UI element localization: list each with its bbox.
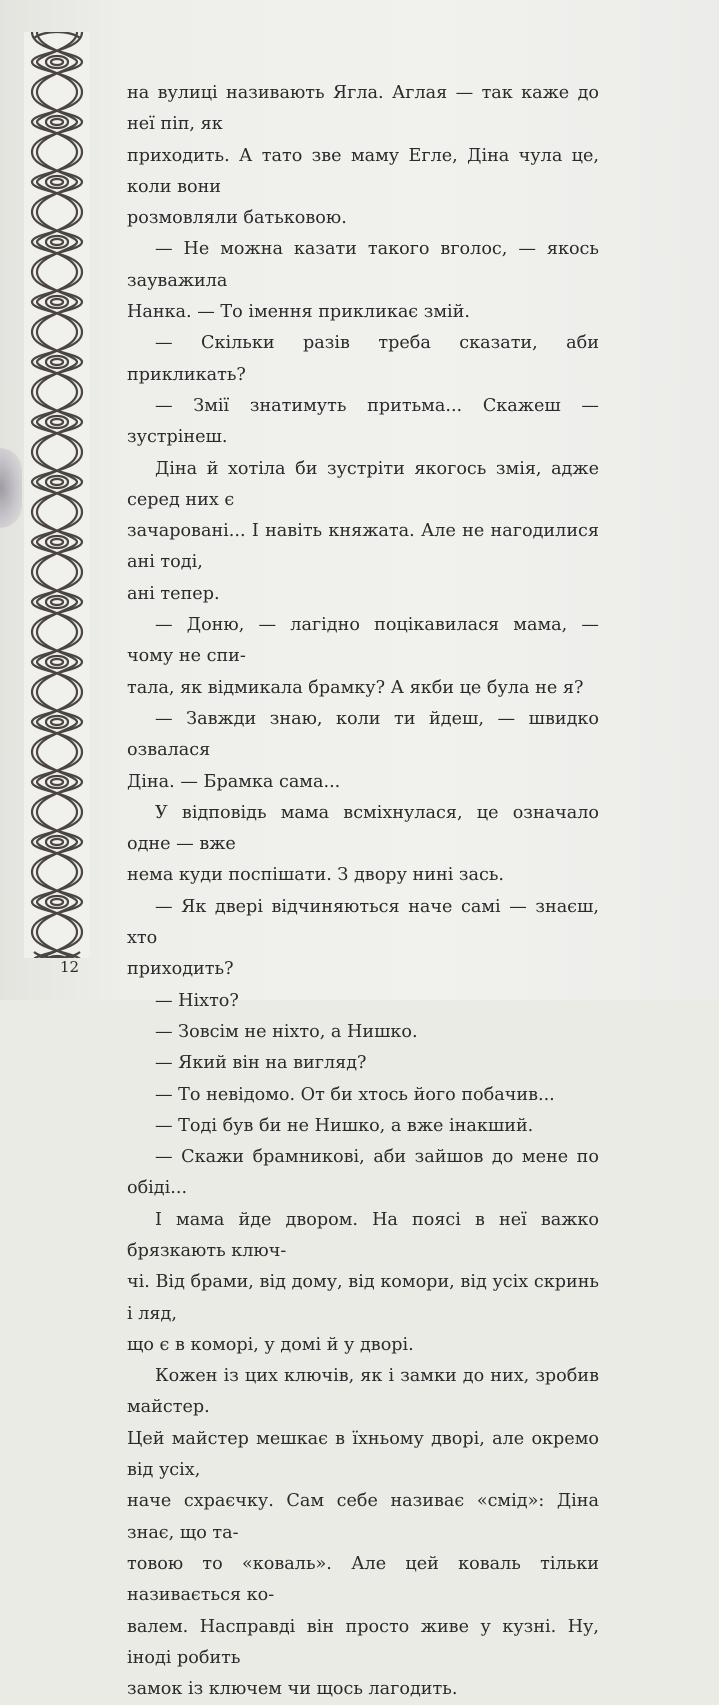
body-text (127, 78, 599, 1705)
text-line: тала, як відмикала брамку? А якби це була не я? (127, 677, 584, 698)
text-line: валем. Насправді він просто живе у кузні. Ну, іноді робить (127, 1616, 599, 1668)
text-line: — Ніхто? (155, 990, 239, 1011)
text-line: Діна. — Брамка сама... (127, 771, 341, 792)
text-line: Цей майстер мешкає в їхньому дворі, але окремо від усіх, (127, 1428, 599, 1481)
text-line: — Не можна казати такого вголос, — якось зауважила (127, 239, 599, 291)
text-line: ані тепер. (127, 583, 220, 604)
celtic-knot-border-icon (24, 32, 90, 958)
text-line: У відповідь мама всміхнулася, це означало одне — вже (127, 802, 599, 855)
text-line: розмовляли батьковою. (127, 208, 347, 229)
text-line: — Скажи брамникові, аби зайшов до мене по обіді... (127, 1147, 599, 1199)
text-line: Нанка. — То імення прикликає змій. (127, 302, 470, 323)
page-edge-shadow (0, 448, 22, 528)
text-line: — Який він на вигляд? (155, 1053, 367, 1074)
text-line: — Як двері відчиняються наче самі — знаєш, хто (127, 896, 599, 949)
text-line: — Зовсім не ніхто, а Нишко. (155, 1021, 418, 1042)
text-line: — Тоді був би не Нишко, а вже інакший. (155, 1115, 534, 1136)
text-line: замок із ключем чи щось лагодить. (127, 1679, 458, 1700)
text-line: — Доню, — лагідно поцікавилася мама, — чому не спи- (127, 615, 599, 667)
text-line: наче схраєчку. Сам себе називає «смід»: Діна знає, що та- (127, 1491, 599, 1543)
text-line: чі. Від брами, від дому, від комори, від усіх скринь і ляд, (127, 1272, 599, 1324)
text-line: І мама йде двором. На поясі в неї важко брязкають ключ- (127, 1209, 599, 1261)
text-line: — То невідомо. От би хтось його побачив... (155, 1084, 555, 1105)
page-number: 12 (60, 958, 80, 976)
text-line: — Завжди знаю, коли ти йдеш, — швидко озвалася (127, 708, 599, 761)
text-line: що є в коморі, у домі й у дворі. (127, 1334, 414, 1355)
text-line: на вулиці називають Ягла. Аглая — так каже до неї піп, як (127, 83, 599, 135)
text-line: Кожен із цих ключів, як і замки до них, зробив майстер. (127, 1366, 599, 1418)
text-line: зачаровані... І навіть княжата. Але не нагодилися ані тоді, (127, 521, 599, 573)
text-line: приходить? (127, 959, 234, 980)
text-line: — Змії знатимуть притьма... Скажеш — зустрінеш. (127, 395, 599, 448)
text-line: нема куди поспішати. З двору нині зась. (127, 865, 505, 886)
text-line: Діна й хотіла би зустріти якогось змія, адже серед них є (127, 458, 599, 510)
text-line: — Скільки разів треба сказати, аби прикликать? (127, 333, 599, 385)
text-line: товою то «коваль». Але цей коваль тільки називається ко- (127, 1553, 599, 1606)
text-line: приходить. А тато зве маму Егле, Діна чула це, коли вони (127, 145, 599, 197)
